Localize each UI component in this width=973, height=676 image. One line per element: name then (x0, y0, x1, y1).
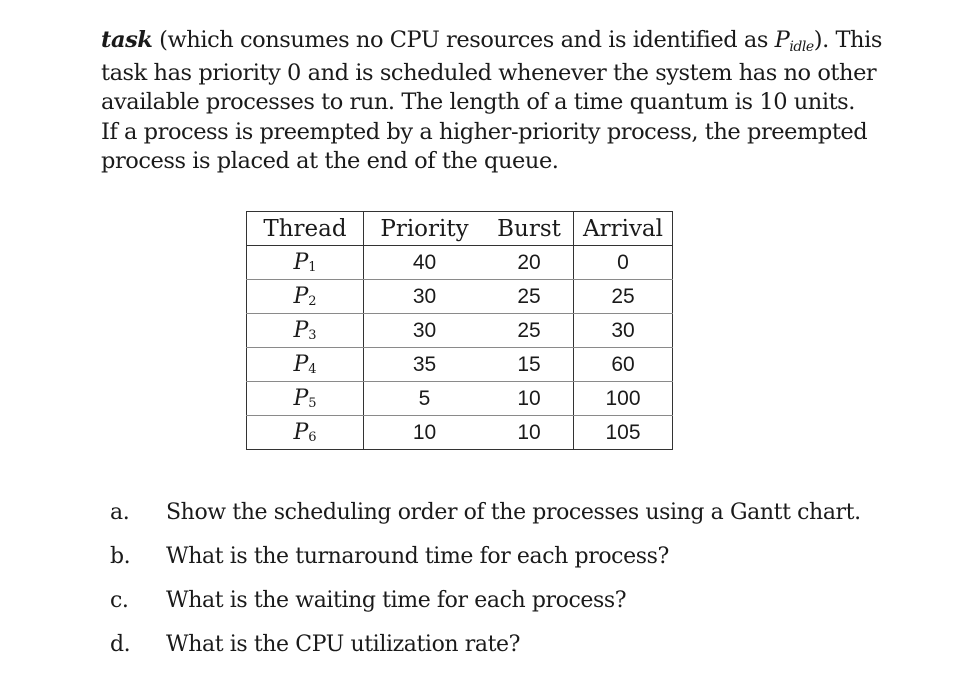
question-text: Show the scheduling order of the processes using a Gantt chart. (166, 500, 861, 525)
priority-cell: 30 (364, 314, 486, 348)
paragraph-text: resources and is identified as (439, 27, 775, 53)
thread-cell: $P_2$ (247, 280, 364, 314)
arrival-cell: 30 (574, 314, 673, 348)
question-text: utilization rate? (343, 632, 521, 657)
question-a (110, 500, 861, 544)
question-text: What is the waiting time for each process? (166, 588, 627, 613)
priority-cell: 10 (364, 416, 486, 450)
paragraph-text: ). This (813, 27, 882, 53)
table-row (247, 246, 673, 280)
paragraph-line-3: available processes to run. The length of a time quantum is 10 units. (101, 89, 855, 115)
question-c (110, 588, 861, 632)
burst-cell: 15 (485, 348, 574, 382)
cpu-term: CPU (389, 27, 440, 53)
arrival-cell: 105 (574, 416, 673, 450)
paragraph-text: (which consumes no (152, 27, 390, 53)
header-priority: Priority (364, 212, 486, 246)
table-header-row (247, 212, 673, 246)
question-label: b. (110, 544, 131, 569)
table-row (247, 416, 673, 450)
table-row (247, 348, 673, 382)
burst-cell: 25 (485, 314, 574, 348)
question-text: What is the (166, 632, 296, 657)
arrival-cell: 25 (574, 280, 673, 314)
arrival-cell: 0 (574, 246, 673, 280)
thread-cell: $P_6$ (247, 416, 364, 450)
priority-cell: 5 (364, 382, 486, 416)
paragraph-line-1 (101, 26, 941, 59)
question-d (110, 632, 861, 676)
header-arrival: Arrival (574, 212, 673, 246)
table-row (247, 280, 673, 314)
cpu-term: CPU (295, 632, 344, 657)
thread-cell: $P_1$ (247, 246, 364, 280)
burst-cell: 20 (485, 246, 574, 280)
priority-cell: 40 (364, 246, 486, 280)
priority-cell: 30 (364, 280, 486, 314)
paragraph-line-4: If a process is preempted by a higher-priority process, the preempted (101, 118, 868, 145)
problem-paragraph (101, 26, 941, 177)
thread-cell: $P_5$ (247, 382, 364, 416)
question-label: d. (110, 632, 131, 657)
burst-cell: 10 (485, 416, 574, 450)
question-list (110, 500, 861, 676)
thread-cell: $P_4$ (247, 348, 364, 382)
process-table (246, 211, 673, 450)
table-row (247, 314, 673, 348)
table-row (247, 382, 673, 416)
priority-cell: 35 (364, 348, 486, 382)
paragraph-line-2: task has priority 0 and is scheduled whenever the system has no other (101, 59, 877, 86)
question-b (110, 544, 861, 588)
question-label: c. (110, 588, 129, 613)
burst-cell: 10 (485, 382, 574, 416)
task-term: task (101, 27, 153, 53)
header-burst: Burst (485, 212, 574, 246)
question-label: a. (110, 500, 130, 525)
header-thread: Thread (247, 212, 364, 246)
question-text: What is the turnaround time for each process? (166, 544, 669, 569)
paragraph-line-5: process is placed at the end of the queue. (101, 148, 559, 174)
thread-cell: $P_3$ (247, 314, 364, 348)
burst-cell: 25 (485, 280, 574, 314)
pidle-subscript: idle (789, 39, 814, 55)
arrival-cell: 60 (574, 348, 673, 382)
pidle-symbol: P (774, 27, 790, 53)
arrival-cell: 100 (574, 382, 673, 416)
